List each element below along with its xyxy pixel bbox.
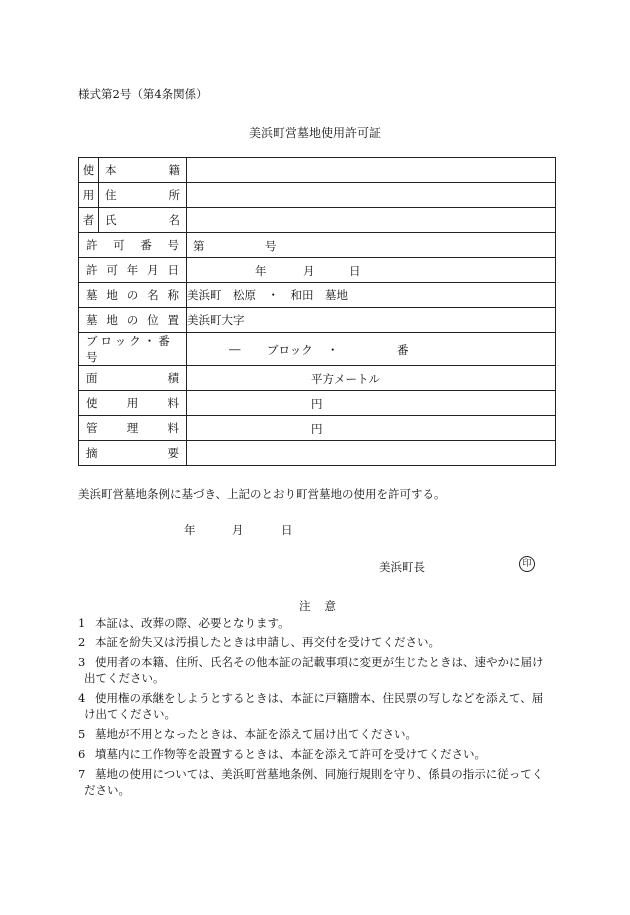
table-row-remarks <box>79 441 556 466</box>
value-permit-date: 年 月 日 <box>187 258 556 283</box>
user-group-char: 者 <box>79 208 99 233</box>
user-group-char: 使 <box>79 158 99 183</box>
permission-statement: 美浜町営墓地条例に基づき、上記のとおり町営墓地の使用を許可する。 <box>78 487 446 501</box>
value-cemetery-name: 美浜町 松原 ・ 和田 墓地 <box>187 283 556 308</box>
issue-date-year: 年 <box>184 523 196 537</box>
label-usage-fee: 使 用 料 <box>79 391 187 416</box>
table-row-block-number <box>79 333 556 366</box>
table-row-address <box>79 183 556 208</box>
notice-item: 3 使用者の本籍、住所、氏名その他本証の記載事項に変更が生じたときは、速やかに届け 出てください。 <box>78 655 544 685</box>
label-area: 面 積 <box>79 366 187 391</box>
table-row-honseki <box>79 158 556 183</box>
notice-item: 4 使用権の承継をしようとするときは、本証に戸籍謄本、住民票の写しなどを添えて、届 け出てください。 <box>78 691 544 721</box>
table-row-name <box>79 208 556 233</box>
value-address <box>187 183 556 208</box>
table-row-cemetery-name <box>79 283 556 308</box>
notice-item: 5 墓地が不用となったときは、本証を添えて届け出てください。 <box>78 727 417 741</box>
table-row-area <box>79 366 556 391</box>
label-block-number: ブロック・番号 <box>79 333 187 366</box>
table-row-permit-number <box>79 233 556 258</box>
value-honseki <box>187 158 556 183</box>
table-row-management-fee <box>79 416 556 441</box>
value-block-number: ― ブロック ・ 番 <box>187 333 556 366</box>
notice-item: 6 墳墓内に工作物等を設置するときは、本証を添えて許可を受けてください。 <box>78 747 486 761</box>
label-cemetery-location: 墓 地 の 位 置 <box>79 308 187 333</box>
value-permit-number: 第 号 <box>187 233 556 258</box>
form-number-label: 様式第2号（第4条関係） <box>78 87 208 101</box>
label-cemetery-name: 墓 地 の 名 称 <box>79 283 187 308</box>
notice-item: 1 本証は、改葬の際、必要となります。 <box>78 616 290 630</box>
issue-date-day: 日 <box>281 523 293 537</box>
table-row-cemetery-location <box>79 308 556 333</box>
label-management-fee: 管 理 料 <box>79 416 187 441</box>
notice-heading: 注意 <box>299 599 350 613</box>
value-management-fee: 円 <box>187 416 556 441</box>
label-honseki: 本 籍 <box>99 158 187 183</box>
value-cemetery-location: 美浜町大字 <box>187 308 556 333</box>
notice-item: 2 本証を紛失又は汚損したときは申請し、再交付を受けてください。 <box>78 635 440 649</box>
label-name: 氏 名 <box>99 208 187 233</box>
user-group-char: 用 <box>79 183 99 208</box>
mayor-title: 美浜町長 <box>379 560 425 574</box>
notice-item: 7 墓地の使用については、美浜町営墓地条例、同施行規則を守り、係員の指示に従ってく ださい。 <box>78 767 544 797</box>
label-address: 住 所 <box>99 183 187 208</box>
label-remarks: 摘 要 <box>79 441 187 466</box>
issue-date-month: 月 <box>232 523 244 537</box>
document-title: 美浜町営墓地使用許可証 <box>248 126 381 140</box>
table-row-usage-fee <box>79 391 556 416</box>
permit-table <box>78 157 556 466</box>
label-permit-date: 許 可 年 月 日 <box>79 258 187 283</box>
value-remarks <box>187 441 556 466</box>
value-area: 平方メートル <box>187 366 556 391</box>
value-usage-fee: 円 <box>187 391 556 416</box>
label-permit-number: 許 可 番 号 <box>79 233 187 258</box>
table-row-permit-date <box>79 258 556 283</box>
seal-mark: 印 <box>519 556 535 572</box>
value-name <box>187 208 556 233</box>
